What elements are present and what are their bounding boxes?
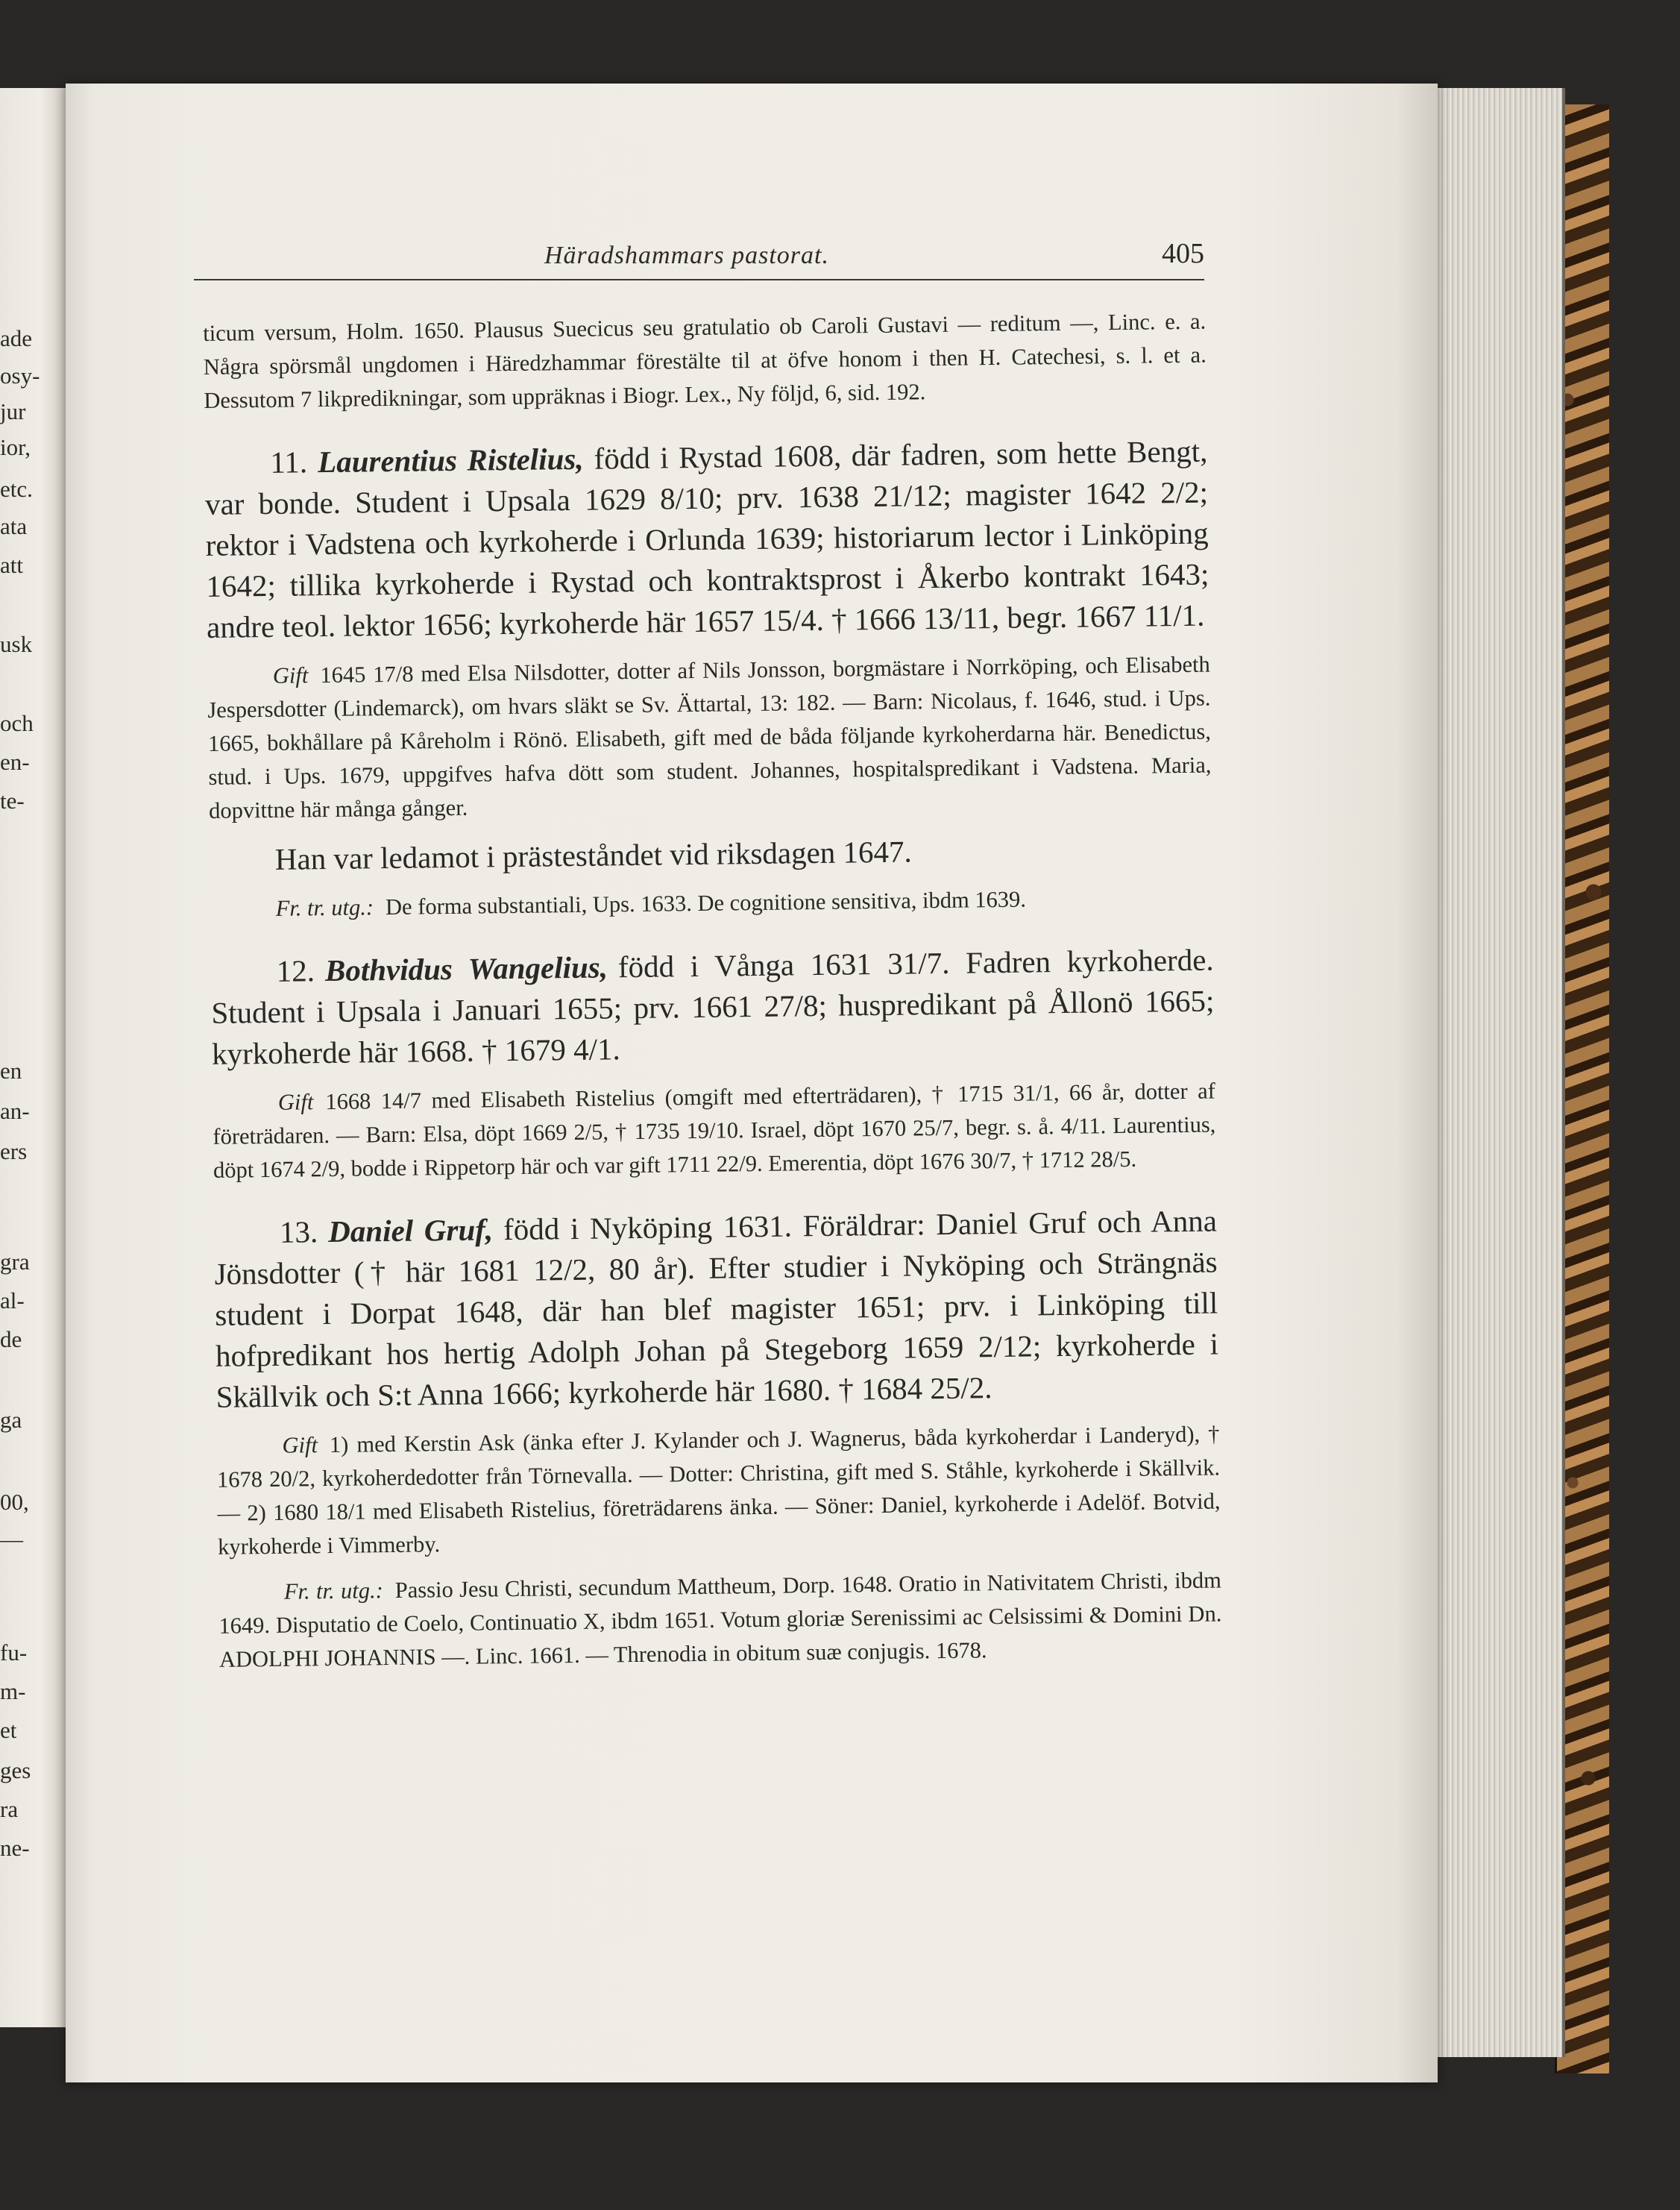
- left-page-fragment: ga: [0, 1407, 22, 1433]
- running-title: Häradshammars pastorat.: [544, 242, 829, 269]
- left-page-edge: [0, 88, 69, 2027]
- entry-12-marriage: [213, 1074, 1217, 1187]
- left-page-fragment: —: [0, 1526, 23, 1552]
- publications-label: Fr. tr. utg.:: [283, 1578, 383, 1604]
- left-page-fragment: att: [0, 552, 23, 578]
- left-page-fragment: ior,: [0, 434, 31, 460]
- page-stack-edges: [1428, 88, 1565, 2057]
- entry-name: Laurentius Ristelius,: [317, 441, 584, 480]
- entry-13-marriage: [216, 1417, 1221, 1563]
- left-page-fragment: al-: [0, 1287, 25, 1313]
- entry-13-publications: [218, 1563, 1223, 1676]
- page-header: [194, 237, 1204, 280]
- left-page-fragment: etc.: [0, 476, 33, 502]
- left-page-fragment: ade: [0, 325, 33, 351]
- gift-text: 1668 14/7 med Elisabeth Ristelius (omgift med efterträdaren), † 1715 31/1, 66 år, dotter af företrädaren. — Barn: Elsa, döpt 1669 2/5, † 1735 19/10. Israel, döpt 1670 25/7, begr. s. å. 4/11. Laurentius, döpt 1674 2/9, bodde i Rippetorp här och var gift 1711 22/9. Emerentia, döpt 1676 30/7, † 1712 28/5.: [213, 1078, 1216, 1183]
- gift-label: Gift: [282, 1432, 318, 1458]
- left-page-fragment: en: [0, 1058, 22, 1084]
- left-page-fragment: gra: [0, 1249, 30, 1275]
- left-page-fragment: osy-: [0, 362, 40, 389]
- page-number: 405: [1162, 238, 1204, 269]
- publications-text: De forma substantiali, Ups. 1633. De cognitione sensitiva, ibdm 1639.: [385, 886, 1027, 920]
- entry-number: 12.: [276, 953, 315, 988]
- gift-text: 1) med Kerstin Ask (änka efter J. Kylander och J. Wagnerus, båda kyrkoherdar i Landeryd), † 1678 20/2, kyrkoherdedotter från Törnevalla. — Dotter: Christina, gift med S. Ståhle, kyrkoherde i Skällvik. — 2) 1680 18/1 med Elisabeth Ristelius, företrädarens änka. — Söner: Daniel, kyrkoherde i Adelöf. Botvid, kyrkoherde i Vimmerby.: [216, 1421, 1221, 1560]
- page-body: [203, 305, 1222, 1677]
- publications-label: Fr. tr. utg.:: [275, 894, 374, 921]
- left-page-fragment: fu-: [0, 1639, 28, 1666]
- left-page-fragment: ers: [0, 1138, 28, 1164]
- entry-text: född i Rystad 1608, där fadren, som hette Bengt, var bonde. Student i Upsala 1629 8/10; prv. 1638 21/12; magister 1642 2/2; rektor i Vadstena och kyrkoherde i Orlunda 1639; historiarum lector i Linköping 1642; tillika kyrkoherde i Rystad och kontraktsprost i Åkerbo kontrakt 1643; andre teol. lektor 1656; kyrkoherde här 1657 15/4. † 1666 13/11, begr. 1667 11/1.: [204, 433, 1209, 644]
- gift-label: Gift: [277, 1089, 314, 1115]
- left-page-fragment: och: [0, 710, 34, 736]
- entry-11-marriage: [207, 648, 1212, 828]
- entry-11-paragraph: [204, 431, 1209, 648]
- entry-11-publications: [210, 881, 1212, 926]
- entry-12-paragraph: [210, 940, 1215, 1075]
- continuation-paragraph: ticum versum, Holm. 1650. Plausus Suecicus seu gratulatio ob Caroli Gustavi — reditum —, Linc. e. a. Några spörsmål ungdomen i Häredzhammar förestälte til at öfve honom i then H. Catechesi, s. l. et a. Dessutom 7 likpredikningar, som uppräknas i Biogr. Lex., Ny följd, 6, sid. 192.: [203, 308, 1206, 413]
- gift-text: 1645 17/8 med Elsa Nilsdotter, dotter af Nils Jonsson, borgmästare i Norrköping, och Elisabeth Jespersdotter (Lindemarck), om hvars släkt se Sv. Ättartal, 13: 182. — Barn: Nicolaus, f. 1646, stud. i Ups. 1665, bokhållare på Kåreholm i Rönö. Elisabeth, gift med de båda följande kyrkoherdarna här. Benedictus, stud. i Ups. 1679, uppgifves hafva dött som student. Johannes, hospitalspredikant i Vadstena. Maria, dopvittne här många gånger.: [207, 651, 1212, 823]
- left-page-fragment: ra: [0, 1796, 19, 1822]
- left-page-fragment: 00,: [0, 1489, 29, 1515]
- entry-text: född i Vånga 1631 31/7. Fadren kyrkoherde. Student i Upsala i Januari 1655; prv. 1661 27/8; huspredikant på Ållonö 1665; kyrkoherde här 1668. † 1679 4/1.: [211, 942, 1215, 1071]
- left-page-fragment: de: [0, 1326, 22, 1352]
- left-page-fragment: ges: [0, 1757, 31, 1783]
- entry-name: Daniel Gruf,: [327, 1212, 494, 1249]
- left-page-fragment: an-: [0, 1098, 30, 1124]
- left-page-fragment: jur: [0, 398, 26, 424]
- left-page-fragment: et: [0, 1717, 17, 1743]
- left-page-fragment: usk: [0, 631, 33, 657]
- entry-text: född i Nyköping 1631. Föräldrar: Daniel Gruf och Anna Jönsdotter († här 1681 12/2, 80 år). Efter studier i Nyköping och Strängnäs student i Dorpat 1648, där han blef magister 1651; prv. i Linköping till hofpredikant hos hertig Adolph Johan på Stegeborg 1659 2/12; kyrkoherde i Skällvik och S:t Anna 1666; kyrkoherde här 1680. † 1684 25/2.: [214, 1203, 1219, 1414]
- publications-text: Passio Jesu Christi, secundum Mattheum, Dorp. 1648. Oratio in Nativitatem Christi, ibdm 1649. Disputatio de Coelo, Continuatio X, ibdm 1651. Votum gloriæ Serenissimi ac Celsissimi & Domini Dn. ADOLPHI JOHANNIS —. Linc. 1661. — Threnodia in obitum suæ conjugis. 1678.: [218, 1567, 1222, 1672]
- left-page-fragment: m-: [0, 1678, 26, 1704]
- left-page-fragment: ata: [0, 513, 28, 539]
- entry-number: 13.: [279, 1214, 318, 1249]
- gift-label: Gift: [272, 662, 309, 688]
- entry-13-paragraph: [214, 1200, 1219, 1417]
- left-page-fragment: te-: [0, 788, 25, 814]
- left-page-fragment: en-: [0, 749, 30, 775]
- entry-number: 11.: [270, 445, 308, 480]
- left-page-fragment: ne-: [0, 1835, 30, 1861]
- entry-name: Bothvidus Wangelius,: [324, 949, 608, 988]
- entry-11-riksdag: Han var ledamot i prästeståndet vid riksdagen 1647.: [274, 834, 913, 876]
